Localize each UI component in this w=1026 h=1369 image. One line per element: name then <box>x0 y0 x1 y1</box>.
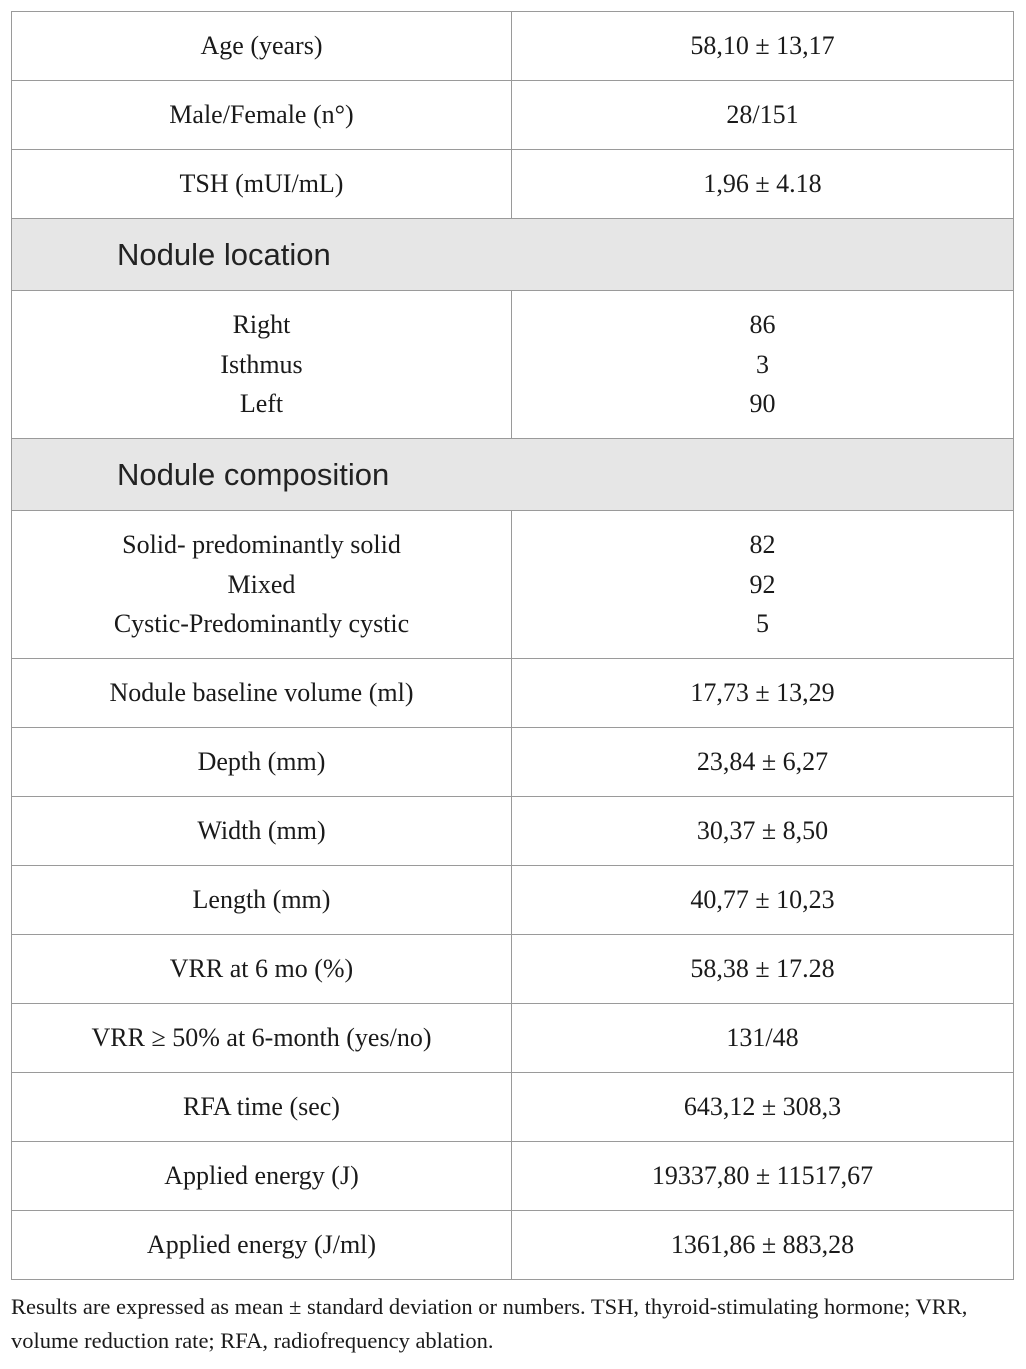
row-value: 131/48 <box>726 1023 799 1053</box>
table-row <box>12 150 1013 219</box>
table-row <box>12 12 1013 81</box>
row-value: 19337,80 ± 11517,67 <box>651 1161 874 1191</box>
row-value: 1361,86 ± 883,28 <box>670 1230 855 1260</box>
table-row <box>12 1073 1013 1142</box>
location-label: Left <box>239 389 284 419</box>
characteristics-table <box>11 11 1014 1280</box>
composition-value: 5 <box>756 609 769 639</box>
table-row <box>12 935 1013 1004</box>
table-row <box>12 866 1013 935</box>
row-label: RFA time (sec) <box>12 1073 512 1141</box>
table-row <box>12 728 1013 797</box>
table-row <box>12 511 1013 659</box>
location-label: Isthmus <box>220 349 303 379</box>
row-label <box>12 291 512 438</box>
section-header-composition <box>12 439 1013 511</box>
row-label: Age (years) <box>12 12 512 80</box>
location-label: Right <box>232 310 291 340</box>
row-value: 23,84 ± 6,27 <box>696 747 829 777</box>
composition-label: Cystic-Predominantly cystic <box>113 609 410 639</box>
row-value: 30,37 ± 8,50 <box>696 816 829 846</box>
row-value: 28/151 <box>726 100 799 130</box>
table-row <box>12 797 1013 866</box>
row-label: Width (mm) <box>12 797 512 865</box>
row-value: 58,10 ± 13,17 <box>690 31 835 61</box>
table-row <box>12 81 1013 150</box>
table-row <box>12 659 1013 728</box>
table-footnote: Results are expressed as mean ± standard deviation or numbers. TSH, thyroid-stimulating hormone; VRR, volume reduction rate; RFA, radiofrequency ablation. <box>11 1294 968 1353</box>
composition-value: 82 <box>749 530 776 560</box>
row-value: 58,38 ± 17.28 <box>690 954 835 984</box>
row-label: VRR at 6 mo (%) <box>12 935 512 1003</box>
row-label: Male/Female (n°) <box>12 81 512 149</box>
row-label: Length (mm) <box>12 866 512 934</box>
row-label <box>12 511 512 658</box>
table-row <box>12 1004 1013 1073</box>
row-label: VRR ≥ 50% at 6-month (yes/no) <box>12 1004 512 1072</box>
section-header-location <box>12 219 1013 291</box>
row-label: Applied energy (J/ml) <box>12 1211 512 1279</box>
table-row <box>12 291 1013 439</box>
location-value: 90 <box>749 389 776 419</box>
location-value: 86 <box>749 310 776 340</box>
row-label: TSH (mUI/mL) <box>12 150 512 218</box>
row-value: 40,77 ± 10,23 <box>690 885 835 915</box>
table-row <box>12 1142 1013 1211</box>
row-value: 643,12 ± 308,3 <box>683 1092 842 1122</box>
composition-label: Mixed <box>227 569 296 599</box>
section-title: Nodule location <box>117 236 331 272</box>
row-label: Applied energy (J) <box>12 1142 512 1210</box>
composition-label: Solid- predominantly solid <box>122 530 401 560</box>
row-value <box>512 511 1013 658</box>
row-value: 1,96 ± 4.18 <box>703 169 822 199</box>
row-label: Nodule baseline volume (ml) <box>12 659 512 727</box>
row-value: 17,73 ± 13,29 <box>690 678 835 708</box>
table-row <box>12 1211 1013 1280</box>
composition-value: 92 <box>749 569 776 599</box>
row-value <box>512 291 1013 438</box>
section-title: Nodule composition <box>117 456 390 492</box>
row-label: Depth (mm) <box>12 728 512 796</box>
location-value: 3 <box>756 349 769 379</box>
